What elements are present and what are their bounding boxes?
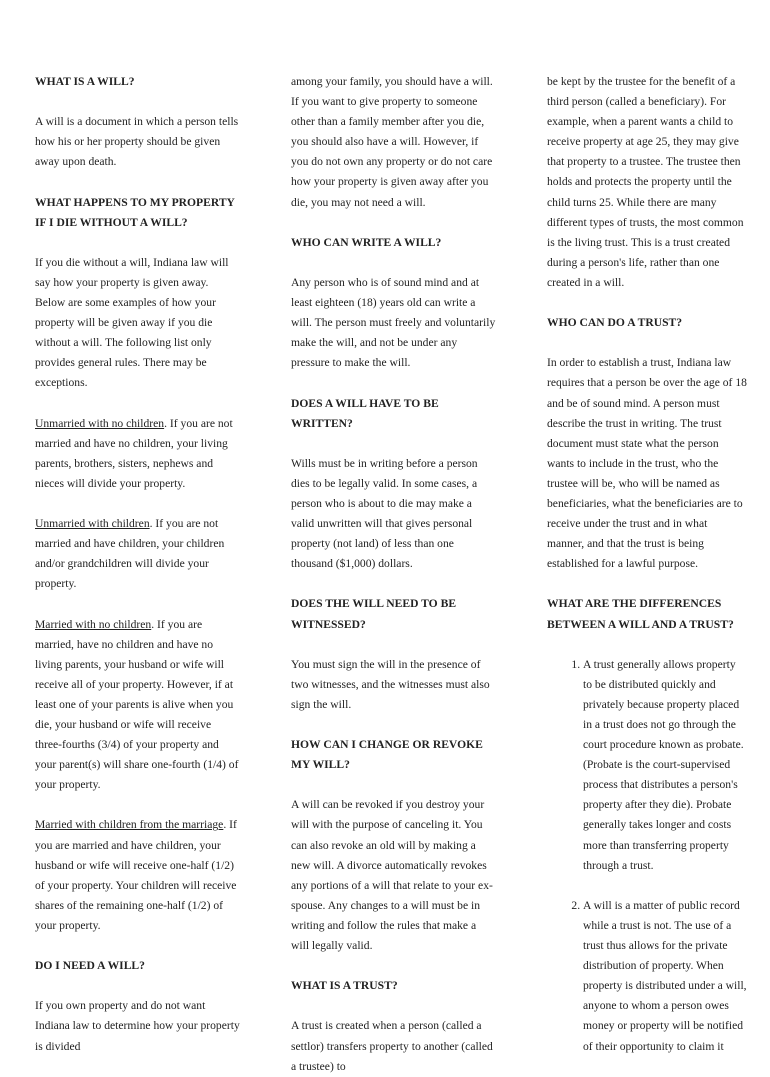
paragraph: Wills must be in writing before a person dies to be legally valid. In some cases, a person who is about to die may make a valid unwritten will that gives personal property (not land) of less than one thousand ($1,000) dollars. (291, 456, 478, 571)
paragraph: A trust is created when a person (called a settlor) transfers property to another (called a trustee) to (291, 1019, 493, 1073)
heading-do-i-need-a-will: DO I NEED A WILL? (35, 959, 145, 973)
paragraph: You must sign the will in the presence of two witnesses, and the witnesses must also sign the will. (291, 657, 490, 711)
heading-who-can-write-a-will: WHO CAN WRITE A WILL? (291, 235, 442, 249)
paragraph: If you die without a will, Indiana law will say how your property is given away. Below are some examples of how your property will be given away if you die without a will. The following list only provides general rules. There may be exceptions. (35, 255, 229, 390)
paragraph: A will can be revoked if you destroy your will with the purpose of canceling it. You can also revoke an old will by making a new will. A divorce automatically revokes any portions of a will that relate to your ex-spouse. Any changes to a will must be in writing and follow the rules that make a will legally valid. (291, 798, 493, 953)
paragraph-text: . If you are married and have children, your husband or wife will receive one-half (1/2) of your property. Your children will receive shares of the remaining one-half (1/2) of your property. (35, 818, 237, 932)
heading-property-without-will: WHAT HAPPENS TO MY PROPERTY IF I DIE WITHOUT A WILL? (35, 195, 235, 229)
heading-who-can-do-a-trust: WHO CAN DO A TRUST? (547, 316, 683, 330)
paragraph: If you own property and do not want Indiana law to determine how your property is divided (35, 999, 240, 1053)
paragraph: among your family, you should have a will. If you want to give property to someone other than a family member after you die, you should also have a will. However, if you do not own any property or do not care how your property is given away after you die, you may not need a will. (291, 75, 493, 209)
paragraph-married-no-children (35, 615, 240, 796)
heading-what-is-a-will: WHAT IS A WILL? (35, 75, 135, 88)
paragraph-text: . If you are not married and have no children, your living parents, brothers, sisters, nephews and nieces will divide your property. (35, 416, 233, 490)
heading-will-written: DOES A WILL HAVE TO BE WRITTEN? (291, 396, 439, 430)
underlined-label: Married with children from the marriage (35, 818, 224, 832)
column-2 (291, 72, 496, 1077)
heading-what-is-a-trust: WHAT IS A TRUST? (291, 979, 398, 993)
list-item: 1. A trust generally allows property to be distributed quickly and privately because property placed in a trust does not go through the court procedure known as probate. (Probate is the court-supervised process that distributes a person's property after they die). Probate generally takes longer and costs more than transferring property through a trust. (583, 655, 747, 876)
differences-list (547, 655, 747, 1057)
paragraph-unmarried-with-children (35, 514, 240, 594)
paragraph: Any person who is of sound mind and at least eighteen (18) years old can write a will. The person must freely and voluntarily make the will, and not be under any pressure to make the will. (291, 275, 496, 370)
list-item: 2. A will is a matter of public record while a trust is not. The use of a trust thus allows for the private distribution of property. When property is distributed under a will, anyone to whom a person owes money or property will be notified of their opportunity to claim it (583, 896, 747, 1057)
paragraph-married-with-children (35, 815, 240, 936)
heading-change-revoke-will: HOW CAN I CHANGE OR REVOKE MY WILL? (291, 738, 483, 772)
heading-will-vs-trust: WHAT ARE THE DIFFERENCES BETWEEN A WILL AND A TRUST? (547, 597, 734, 631)
paragraph: In order to establish a trust, Indiana law requires that a person be over the age of 18 and be of sound mind. A person must describe the trust in writing. The trust document must state what the person wants to include in the trust, who the trustee will be, who will be named as beneficiaries, what the beneficiaries are to receive under the trust and in what manner, and that the trust is being established for a lawful purpose. (547, 356, 747, 571)
paragraph-text: . If you are not married and have children, your children and/or grandchildren will divide your property. (35, 517, 225, 591)
paragraph-unmarried-no-children (35, 414, 240, 494)
underlined-label: Unmarried with no children (35, 416, 165, 430)
paragraph: be kept by the trustee for the benefit of a third person (called a beneficiary). For example, when a parent wants a child to receive property at age 25, they may give that property to a trustee. The trustee then holds and protects the property until the child turns 25. While there are many different types of trusts, the most common is the living trust. This is a trust created during a person's life, rather than one created in a will. (547, 75, 744, 289)
paragraph-text: . If you are married, have no children and have no living parents, your husband or wife will receive all of your property. However, if at least one of your parents is alive when you die, your husband or wife will receive three-fourths (3/4) of your property and your parent(s) will share one-fourth (1/4) of your property. (35, 617, 239, 792)
underlined-label: Married with no children (35, 617, 152, 631)
column-3 (547, 72, 747, 1057)
heading-will-witnessed: DOES THE WILL NEED TO BE WITNESSED? (291, 597, 457, 631)
paragraph: A will is a document in which a person tells how his or her property should be given away upon death. (35, 115, 239, 169)
underlined-label: Unmarried with children (35, 517, 150, 531)
column-1 (35, 72, 240, 1057)
